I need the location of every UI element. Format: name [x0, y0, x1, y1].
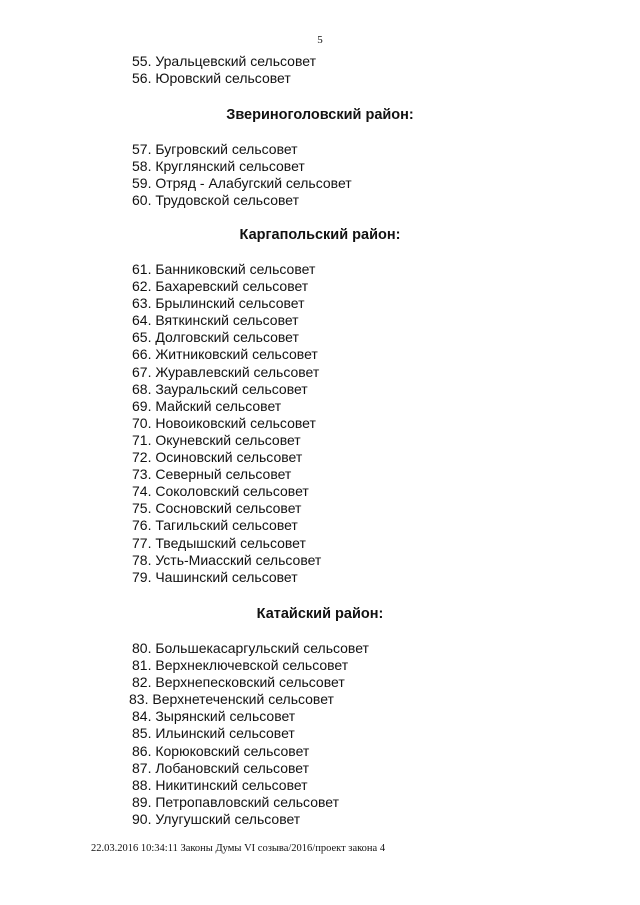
list-item: 76. Тагильский сельсовет — [132, 517, 298, 534]
list-item: 59. Отряд - Алабугский сельсовет — [132, 175, 352, 192]
document-footer: 22.03.2016 10:34:11 Законы Думы VI созыва/2016/проект закона 4 — [91, 843, 386, 854]
section-list-2 — [132, 141, 352, 209]
list-item: 66. Житниковский сельсовет — [132, 346, 318, 363]
list-item: 73. Северный сельсовет — [132, 466, 292, 483]
list-item: 67. Журавлевский сельсовет — [132, 363, 320, 380]
list-item: 79. Чашинский сельсовет — [132, 568, 298, 585]
section-list-1 — [132, 53, 316, 87]
district-heading-zverinogolovsky: Звериноголовский район: — [226, 107, 414, 123]
district-heading-kataisky: Катайский район: — [256, 606, 384, 622]
list-item: 57. Бугровский сельсовет — [132, 141, 298, 157]
list-item: 56. Юровский сельсовет — [132, 70, 291, 87]
list-item: 55. Уральцевский сельсовет — [132, 53, 316, 69]
list-item: 83. Верхнетеченский сельсовет — [129, 691, 334, 708]
list-item: 81. Верхнеключевской сельсовет — [132, 657, 349, 674]
list-item: 77. Тведышский сельсовет — [132, 534, 306, 551]
list-item: 70. Новоиковский сельсовет — [132, 414, 316, 431]
list-item: 58. Круглянский сельсовет — [132, 158, 305, 175]
list-item: 87. Лобановский сельсовет — [132, 759, 310, 776]
list-item: 88. Никитинский сельсовет — [132, 776, 308, 793]
list-item: 72. Осиновский сельсовет — [132, 449, 303, 466]
list-item: 74. Соколовский сельсовет — [132, 483, 309, 500]
list-item: 82. Верхнепесковский сельсовет — [132, 674, 345, 691]
list-item: 62. Бахаревский сельсовет — [132, 278, 309, 295]
district-heading-kargapolsky: Каргапольский район: — [239, 227, 401, 243]
list-item: 86. Корюковский сельсовет — [132, 742, 310, 759]
list-item: 61. Банниковский сельсовет — [132, 261, 316, 277]
section-list-3 — [132, 261, 321, 586]
list-item: 85. Ильинский сельсовет — [132, 725, 295, 742]
list-item: 78. Усть-Миасский сельсовет — [132, 551, 322, 568]
list-item: 65. Долговский сельсовет — [132, 329, 299, 346]
list-item: 60. Трудовской сельсовет — [132, 192, 300, 209]
list-item: 75. Сосновский сельсовет — [132, 500, 302, 517]
list-item: 84. Зырянский сельсовет — [132, 708, 296, 725]
list-item: 80. Большекасаргульский сельсовет — [132, 640, 369, 656]
list-item: 64. Вяткинский сельсовет — [132, 312, 299, 329]
page-number: 5 — [317, 34, 323, 46]
list-item: 71. Окуневский сельсовет — [132, 431, 301, 448]
list-item: 63. Брылинский сельсовет — [132, 295, 305, 312]
list-item: 68. Зауральский сельсовет — [132, 380, 308, 397]
list-item: 90. Улугушский сельсовет — [132, 810, 301, 827]
list-item: 89. Петропавловский сельсовет — [132, 793, 339, 810]
list-item: 69. Майский сельсовет — [132, 397, 282, 414]
section-list-4 — [129, 640, 369, 828]
